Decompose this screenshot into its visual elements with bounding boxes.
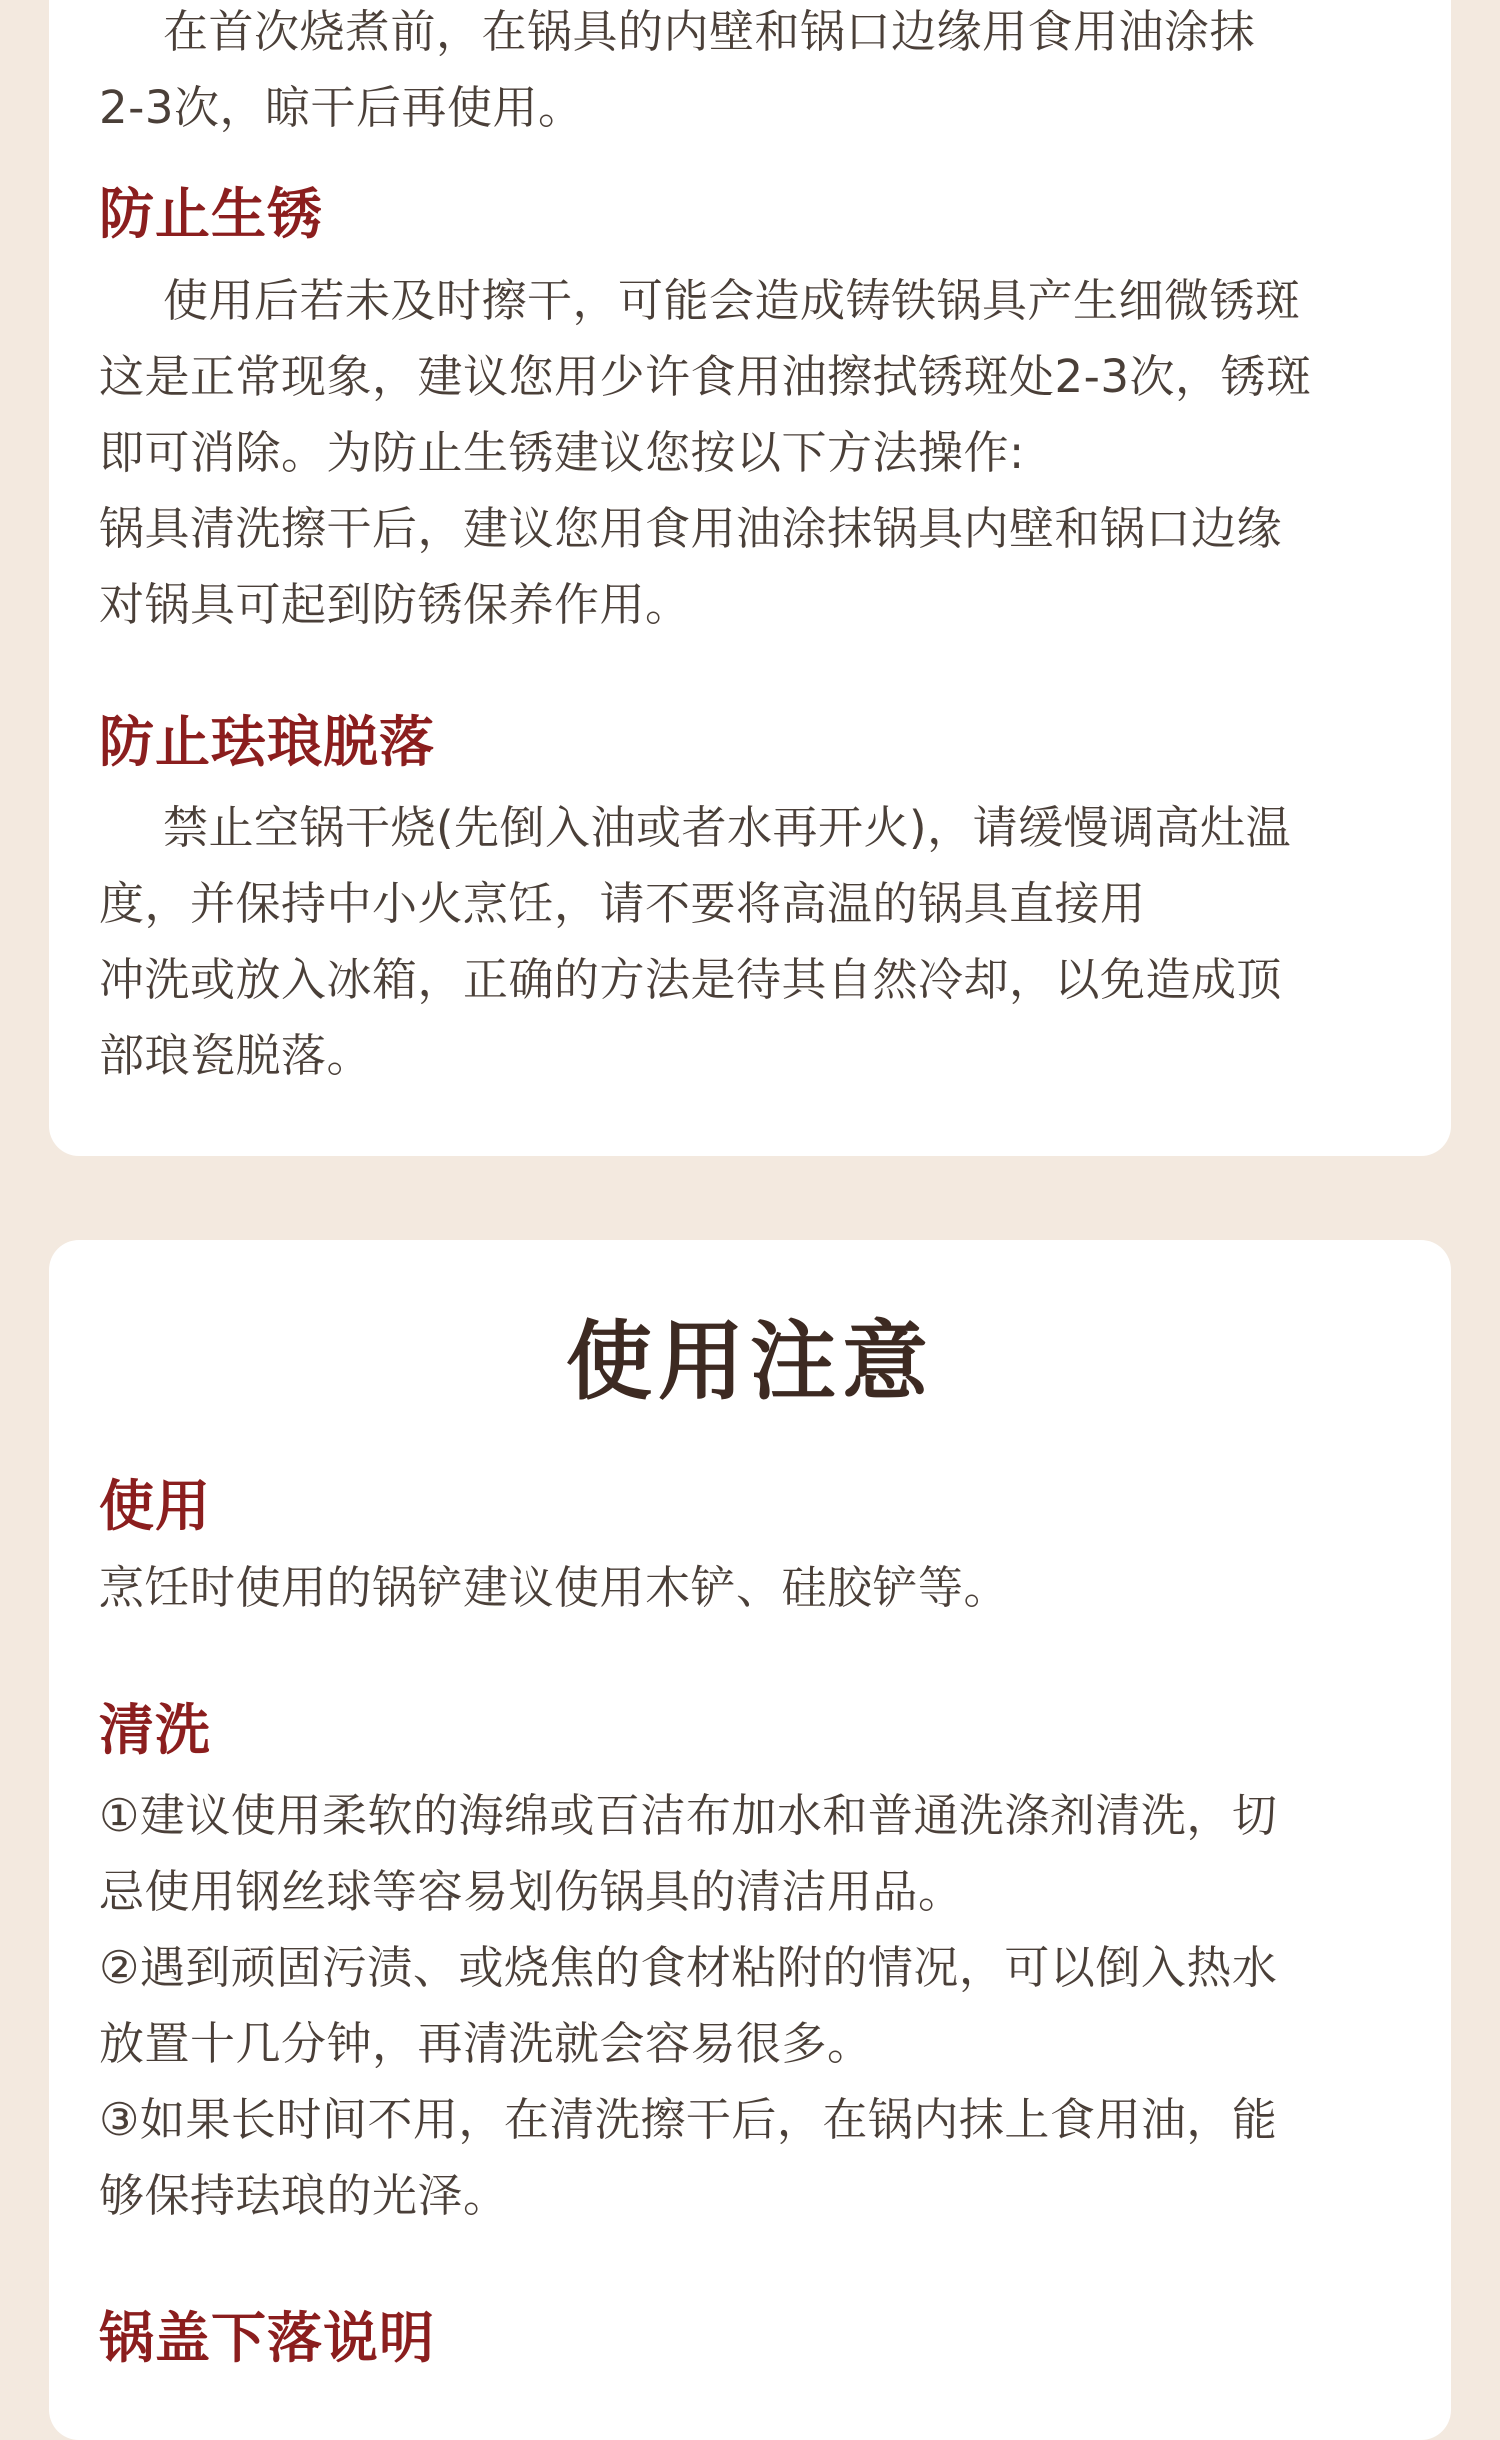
rust-heading: 防止生锈 <box>99 182 324 246</box>
section-title: 使用注意 <box>566 1312 934 1412</box>
intro-paragraph: 在首次烧煮前，在锅具的内壁和锅口边缘用食用油涂抹 2-3次，晾干后再使用。 <box>99 5 1256 134</box>
lid-heading-partial: 锅盖下落说明 <box>99 2306 436 2370</box>
usage-notes-card <box>49 1240 1451 2440</box>
use-heading: 使用 <box>99 1474 212 1538</box>
enamel-heading: 防止珐琅脱落 <box>99 710 436 774</box>
clean-heading: 清洗 <box>99 1698 212 1762</box>
rust-paragraph: 使用后若未及时擦干，可能会造成铸铁锅具产生细微锈斑 这是正常现象，建议您用少许食用油擦拭锈斑处2-3次，锈斑 即可消除。为防止生锈建议您按以下方法操作: 锅具清洗擦干后，建议您用食用油涂抹锅具内壁和锅口边缘 对锅具可起到防锈保养作用。 <box>99 274 1312 631</box>
use-paragraph: 烹饪时使用的锅铲建议使用木铲、硅胶铲等。 <box>99 1561 1010 1614</box>
care-card <box>49 0 1451 1156</box>
enamel-paragraph: 禁止空锅干烧(先倒入油或者水再开火)，请缓慢调高灶温 度，并保持中小火烹饪，请不要将高温的锅具直接用 冲洗或放入冰箱，正确的方法是待其自然冷却，以免造成顶 部琅瓷脱落。 <box>99 801 1292 1082</box>
clean-paragraph: ①建议使用柔软的海绵或百洁布加水和普通洗涤剂清洗，切 忌使用钢丝球等容易划伤锅具的清洁用品。 ②遇到顽固污渍、或烧焦的食材粘附的情况，可以倒入热水 放置十几分钟，再清洗就会容易很多。 ③如果长时间不用，在清洗擦干后，在锅内抹上食用油，能 够保持珐琅的光泽。 <box>99 1789 1278 2222</box>
